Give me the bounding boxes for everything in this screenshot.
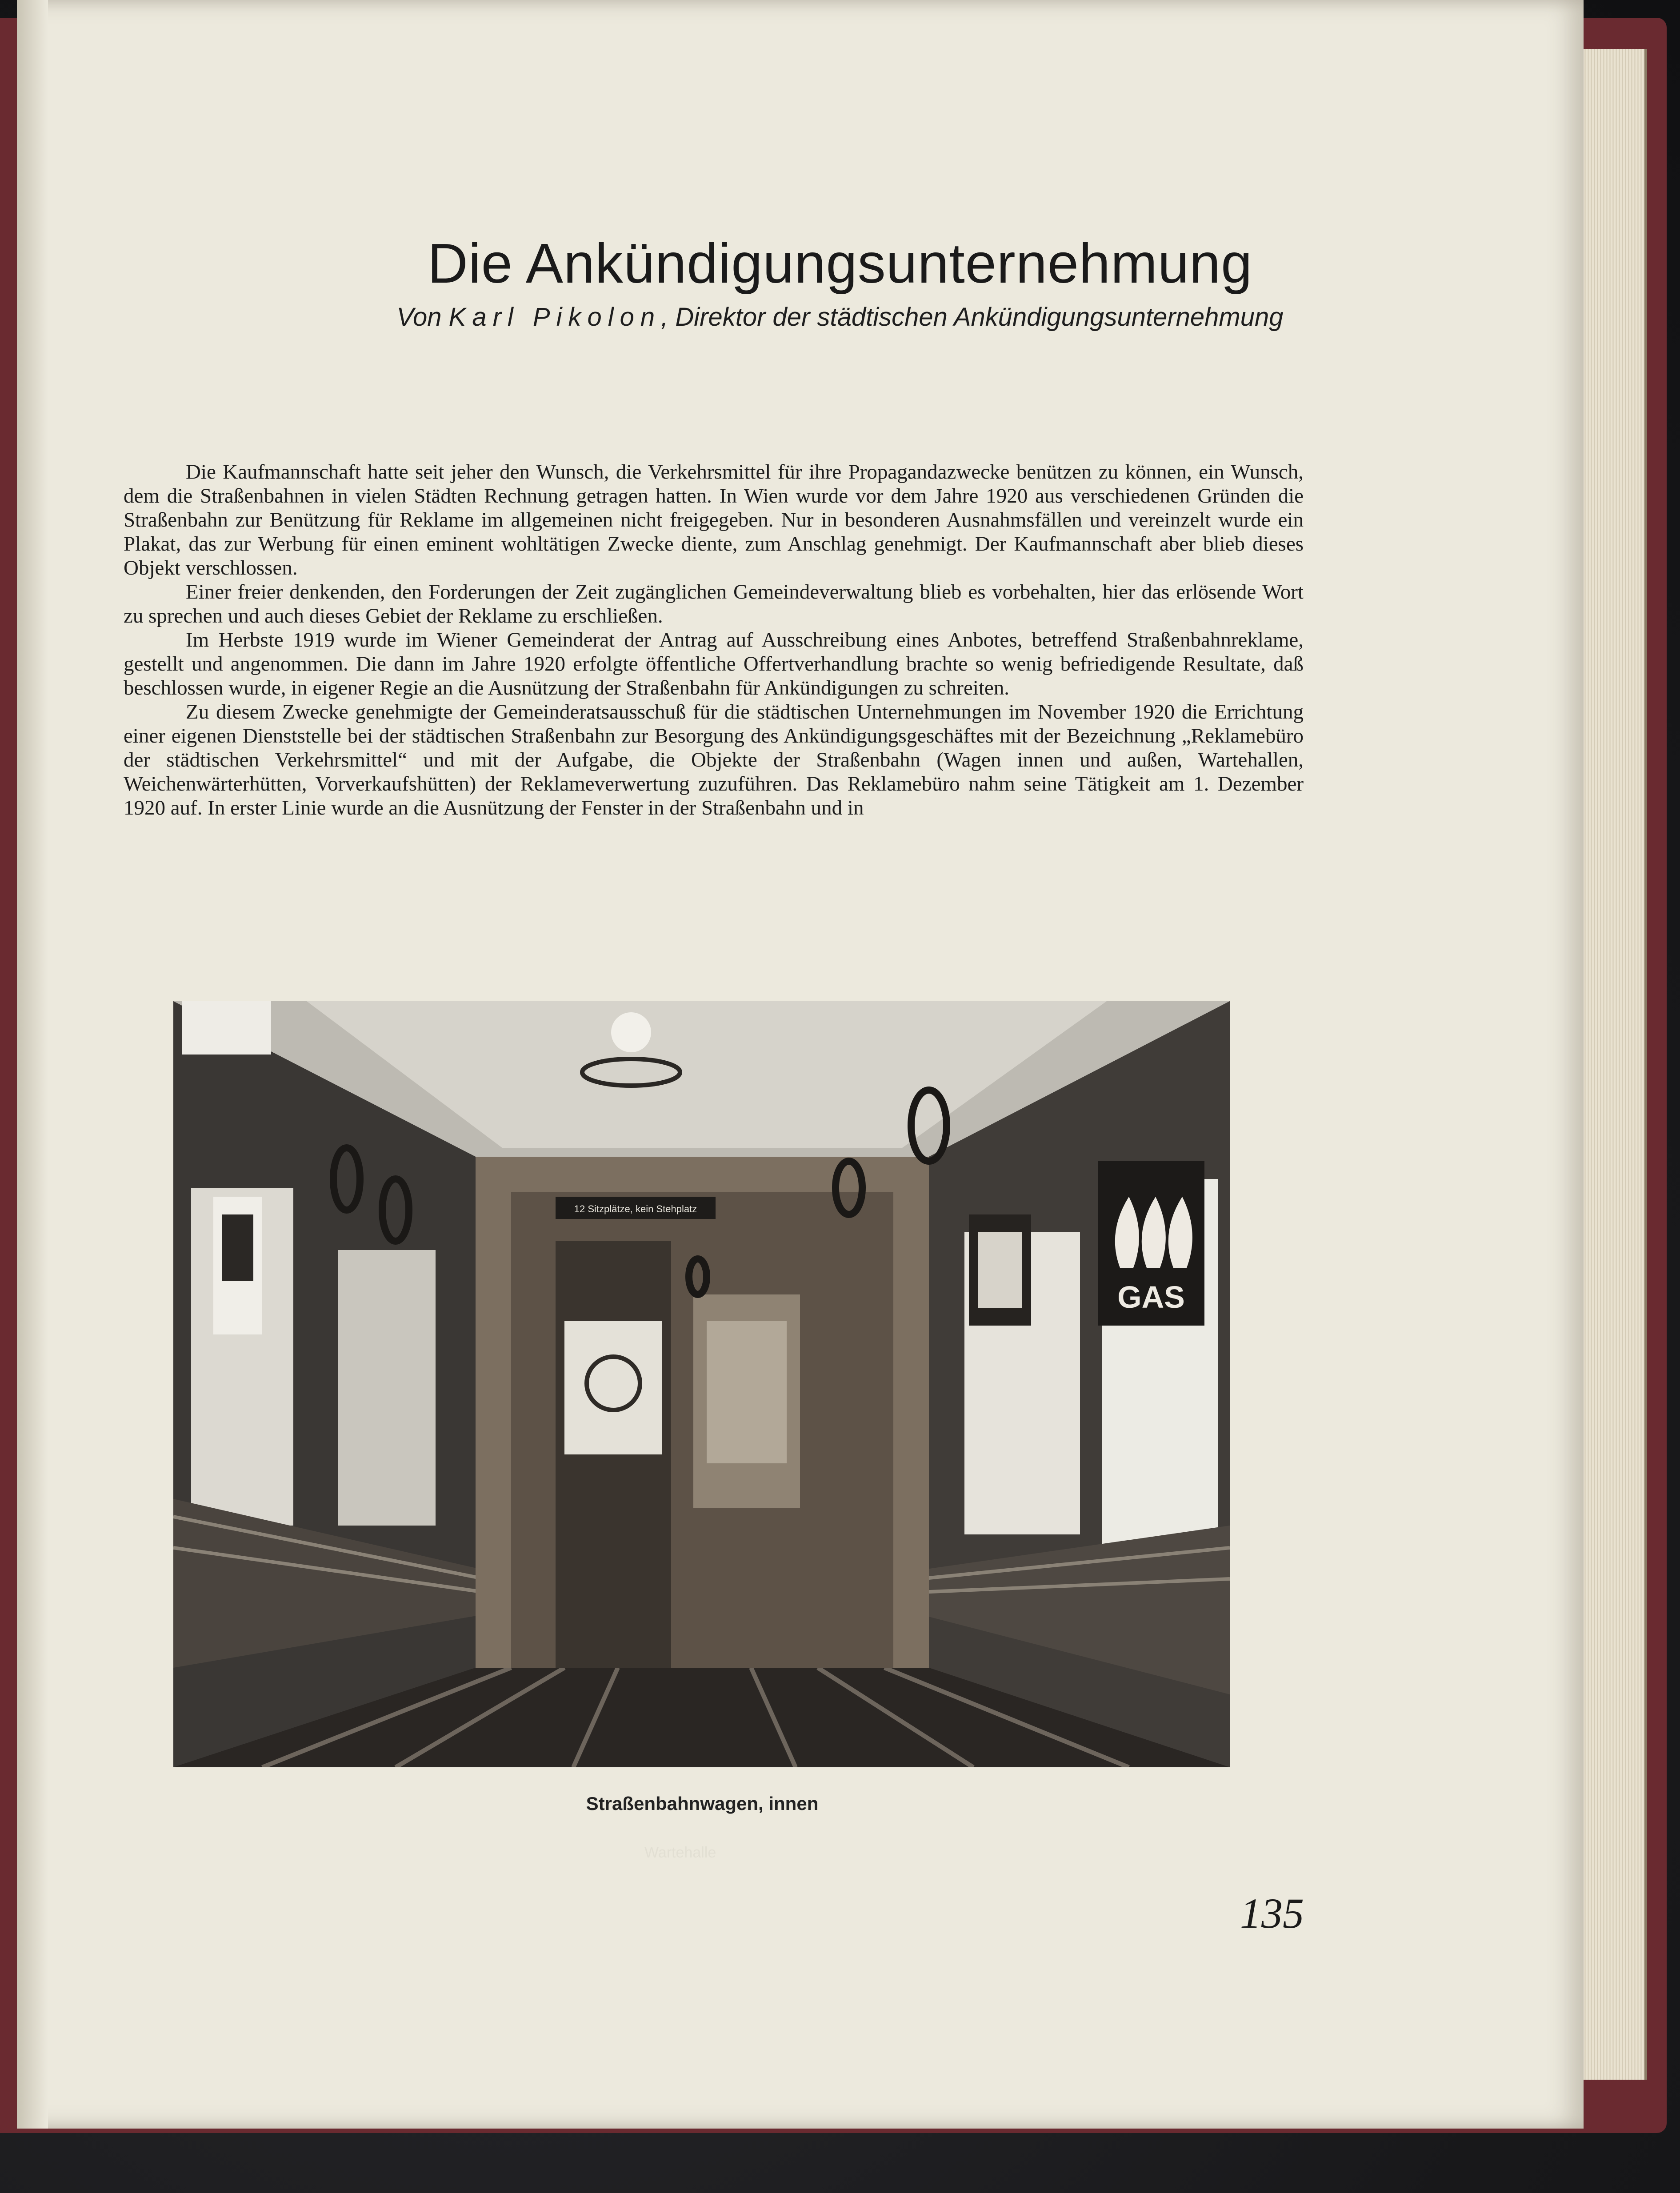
paragraph: Zu diesem Zwecke genehmigte der Gemeinderatsausschuß für die städtischen Unternehmungen im November 1920 die Errichtung einer eigenen Dienststelle bei der städtischen Straßenbahn zur Besorgung des Ankündigungsgeschäftes mit der Bezeichnung „Reklamebüro der städtischen Verkehrsmittel“ und mit der Aufgabe, die Objekte der Straßenbahn (Wagen innen und außen, Wartehallen, Weichenwärterhütten, Vorverkaufshütten) der Reklameverwertung zuzuführen. Das Reklamebüro nahm seine Tätigkeit am 1. Dezember 1920 auf. In erster Linie wurde an die Ausnützung der Fenster in der Straßenbahn und in [124,700,1304,819]
article-byline [0,302,1680,332]
bleed-through-text: Wartehalle [644,1844,716,1861]
byline-prefix: Von [396,303,449,332]
page-edges [1573,49,1647,2080]
seat-sign-text: 12 Sitzplätze, kein Stehplatz [574,1203,697,1214]
paragraph: Einer freier denkenden, den Forderungen der Zeit zugänglichen Gemeindeverwaltung blieb es vorbehalten, hier das erlösende Wort zu sprechen und auch dieses Gebiet der Reklame zu erschließen. [124,580,1304,627]
article-body [124,460,1304,820]
paragraph: Im Herbste 1919 wurde im Wiener Gemeinderat der Antrag auf Ausschreibung eines Anbotes, betreffend Straßenbahnreklame, gestellt und angenommen. Die dann im Jahre 1920 erfolgte öffentliche Offertverhandlung brachte so wenig befriedigende Resultate, daß beschlossen wurde, in eigener Regie an die Ausnützung der Straßenbahn für Ankündigungen zu schreiten. [124,628,1304,699]
photo-caption: Straßenbahnwagen, innen [586,1793,819,1814]
gas-poster-text: GAS [1117,1280,1185,1314]
paragraph: Die Kaufmannschaft hatte seit jeher den Wunsch, die Verkehrsmittel für ihre Propagandazwecke benützen zu können, ein Wunsch, dem die Straßenbahnen in vielen Städten Rechnung getragen hatten. In Wien wurde vor dem Jahre 1920 aus verschiedenen Gründen die Straßenbahn zur Benützung für Reklame im allgemeinen nicht freigegeben. Nur in besonderen Ausnahmsfällen und vereinzelt wurde ein Plakat, das zur Werbung für einen eminent wohltätigen Zwecke diente, zum Anschlag genehmigt. Der Kaufmannschaft aber blieb dieses Objekt verschlossen. [124,460,1304,579]
byline-suffix: , Direktor der städtischen Ankündigungsunternehmung [661,303,1284,332]
tram-interior-photo [173,1001,1230,1767]
page-number: 135 [1240,1889,1304,1937]
article-title: Die Ankündigungsunternehmung [427,232,1253,295]
author-name: Karl Pikolon [448,303,661,332]
